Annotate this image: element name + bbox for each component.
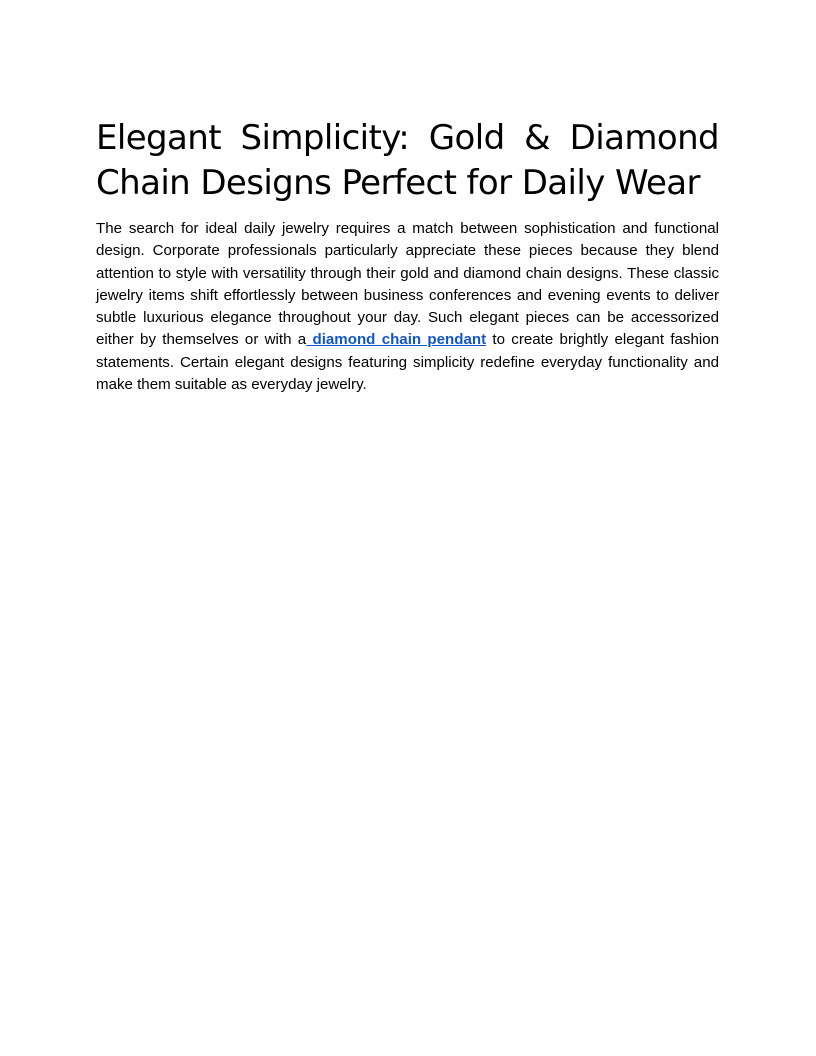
document-content (96, 116, 719, 396)
paragraph-text-before-link: The search for ideal daily jewelry requires a match between sophistication and functional design. Corporate professionals particularly appreciate these pieces because they blend attention to style with versatility through their gold and diamond chain designs. These classic jewelry items shift effortlessly between business conferences and evening events to deliver subtle luxurious elegance throughout your day. Such elegant pieces can be accessorized either by themselves or with a (96, 220, 719, 349)
diamond-chain-pendant-link[interactable]: diamond chain pendant (306, 331, 487, 349)
paragraph-text-after-link: to create brightly elegant fashion statements. Certain elegant designs featuring simplicity redefine everyday functionality and make them suitable as everyday jewelry. (96, 331, 719, 394)
intro-paragraph (96, 218, 719, 396)
document-title: Elegant Simplicity: Gold & Diamond Chain Designs Perfect for Daily Wear (96, 118, 719, 203)
